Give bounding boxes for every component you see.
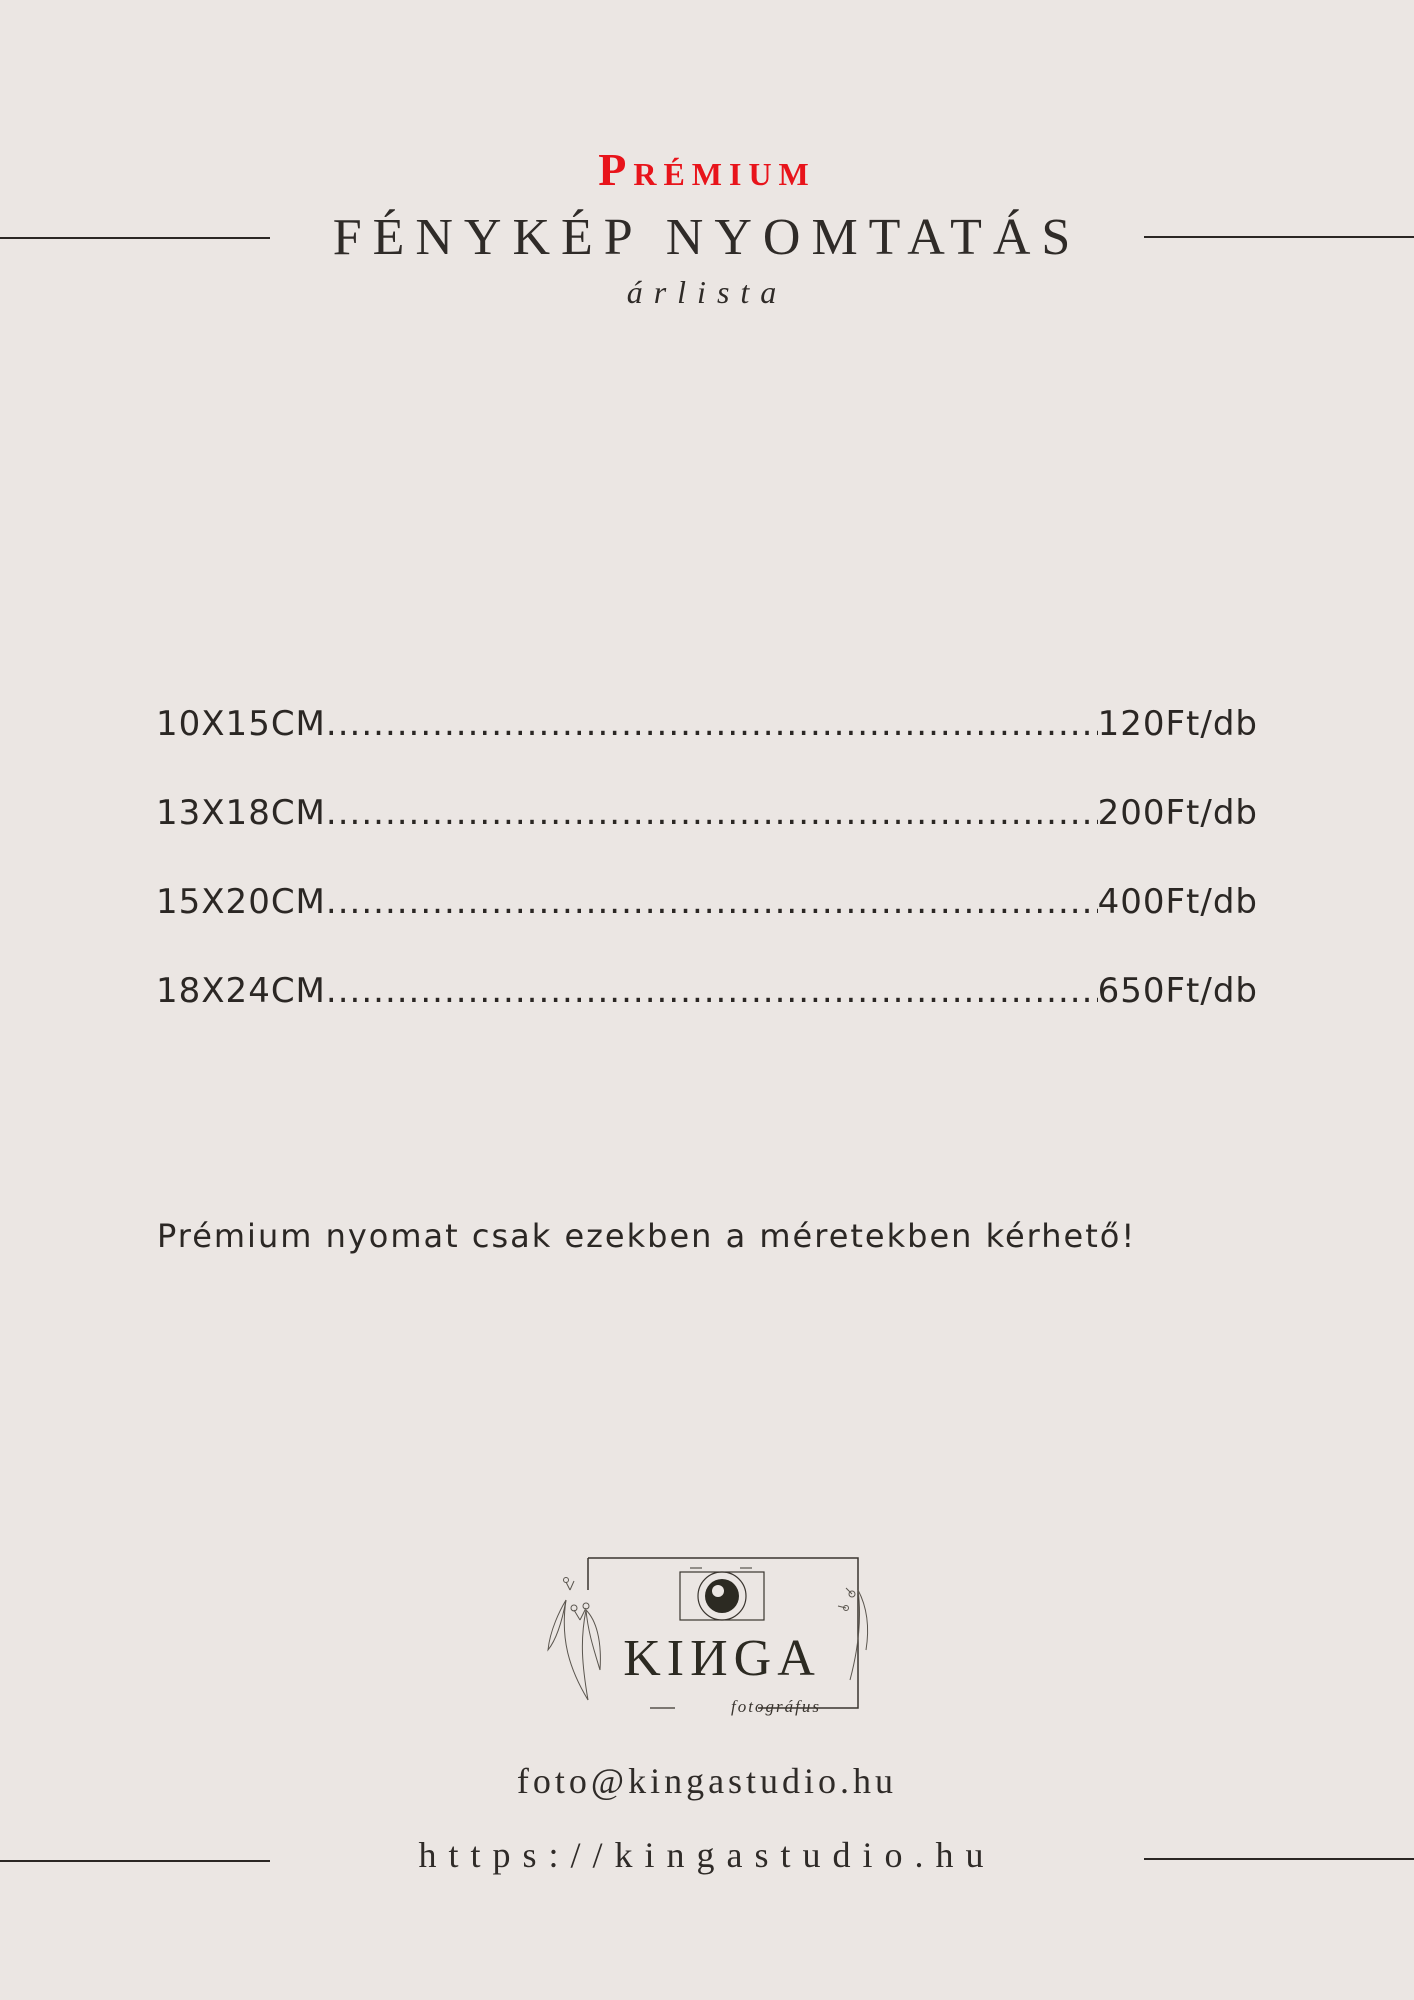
print-price: 400Ft/db — [1097, 882, 1258, 922]
print-size: 15X20CM — [156, 882, 326, 922]
dot-leader — [326, 700, 1098, 748]
camera-icon — [680, 1568, 764, 1620]
print-size: 18X24CM — [156, 971, 326, 1011]
price-row — [156, 789, 1258, 878]
print-size: 13X18CM — [156, 793, 326, 833]
print-price: 650Ft/db — [1097, 971, 1258, 1011]
price-row — [156, 700, 1258, 789]
page-subtitle: árlista — [626, 274, 788, 310]
logo-tagline: fotográfus — [731, 1697, 821, 1716]
price-list — [156, 700, 1258, 1056]
contact-website[interactable]: https://kingastudio.hu — [418, 1835, 996, 1875]
price-row — [156, 878, 1258, 967]
print-price: 200Ft/db — [1097, 793, 1258, 833]
logo-name: KIИGA — [623, 1630, 821, 1687]
size-note: Prémium nyomat csak ezekben a méretekben kérhető! — [157, 1217, 1137, 1255]
kinga-logo — [540, 1550, 880, 1730]
price-row — [156, 967, 1258, 1056]
dot-leader — [326, 878, 1098, 926]
print-price: 120Ft/db — [1097, 704, 1258, 744]
contact-email[interactable]: foto@kingastudio.hu — [516, 1761, 898, 1801]
print-size: 10X15CM — [156, 704, 326, 744]
premium-heading: Prémium — [598, 144, 816, 195]
dot-leader — [326, 967, 1098, 1015]
page-title: FÉNYKÉP NYOMTATÁS — [332, 209, 1082, 266]
dot-leader — [326, 789, 1098, 837]
